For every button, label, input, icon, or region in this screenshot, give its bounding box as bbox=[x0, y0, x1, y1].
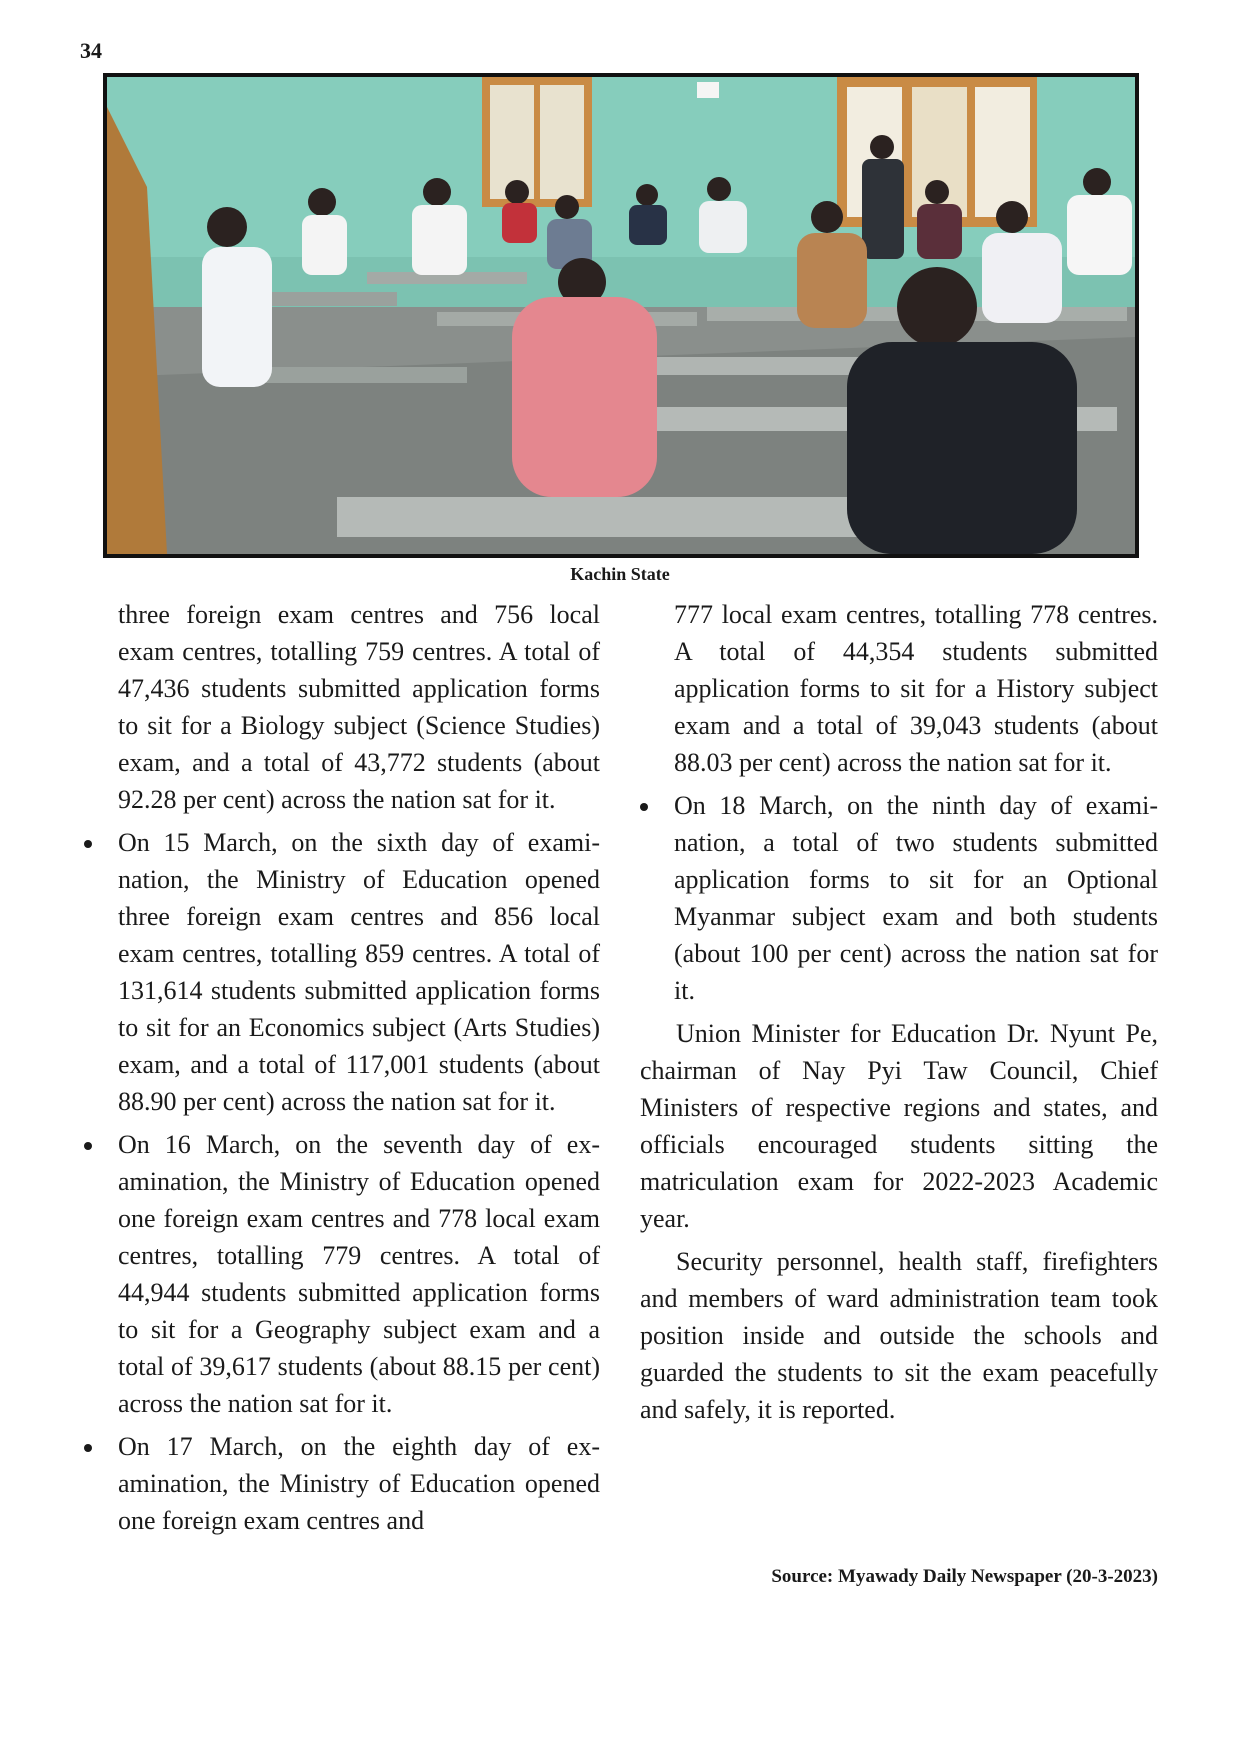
right-column bbox=[640, 596, 1158, 1434]
body-paragraph: Security personnel, health staff, firefighters and members of ward administration team took position inside and outside the schools and guarded the students to sit the exam peacefully and safely, it is reported. bbox=[640, 1247, 1158, 1424]
bullet-text: On 17 March, on the eighth day of examination, the Ministry of Education opened one foreign exam centres and bbox=[118, 1432, 600, 1535]
bullet-item bbox=[640, 787, 1158, 1009]
right-continuation-paragraph: 777 local exam centres, totalling 778 centres. A total of 44,354 students submitted application forms to sit for a History subject exam and a total of 39,043 students (about 88.03 per cent) across the nation sat for it. bbox=[674, 600, 1158, 777]
left-column bbox=[84, 596, 600, 1545]
exam-hall-illustration bbox=[107, 77, 1135, 554]
bullet-dot bbox=[84, 1142, 92, 1150]
page-number: 34 bbox=[80, 38, 102, 63]
bullet-dot bbox=[640, 803, 648, 811]
bullet-item bbox=[84, 1126, 600, 1422]
bullet-text: On 16 March, on the seventh day of examination, the Ministry of Education opened one foreign exam centres and 778 local exam centres, totalling 779 centres. A total of 44,944 students submitted application forms to sit for a Geography subject exam and a total of 39,617 students (about 88.15 per cent) across the nation sat for it. bbox=[118, 1130, 600, 1418]
bullet-item bbox=[84, 824, 600, 1120]
left-continuation-paragraph: three foreign exam centres and 756 local exam centres, totalling 759 centres. A total of 47,436 students submitted application forms to sit for a Biology subject (Science Studies) exam, and a total of 43,772 students (about 92.28 per cent) across the nation sat for it. bbox=[118, 600, 600, 814]
bullet-item bbox=[84, 1428, 600, 1539]
source-credit: Source: Myawady Daily Newspaper (20-3-2023) bbox=[771, 1566, 1158, 1587]
body-paragraph: Union Minister for Education Dr. Nyunt Pe, chairman of Nay Pyi Taw Council, Chief Ministers of respective regions and states, and officials encouraged students sitting the matriculation exam for 2022-2023 Academic year. bbox=[640, 1019, 1158, 1233]
bullet-text: On 15 March, on the sixth day of examination, the Ministry of Education opened three foreign exam centres and 856 local exam centres, totalling 859 centres. A total of 131,614 students submitted application forms to sit for an Economics subject (Arts Studies) exam, and a total of 117,001 students (about 88.90 per cent) across the nation sat for it. bbox=[118, 828, 600, 1116]
bullet-dot bbox=[84, 840, 92, 848]
bullet-dot bbox=[84, 1444, 92, 1452]
bullet-text: On 18 March, on the ninth day of examination, a total of two students submitted application forms to sit for an Optional Myanmar subject exam and both students (about 100 per cent) across the nation sat for it. bbox=[674, 791, 1158, 1005]
exam-hall-photo bbox=[103, 73, 1139, 558]
photo-caption: Kachin State bbox=[570, 564, 670, 584]
